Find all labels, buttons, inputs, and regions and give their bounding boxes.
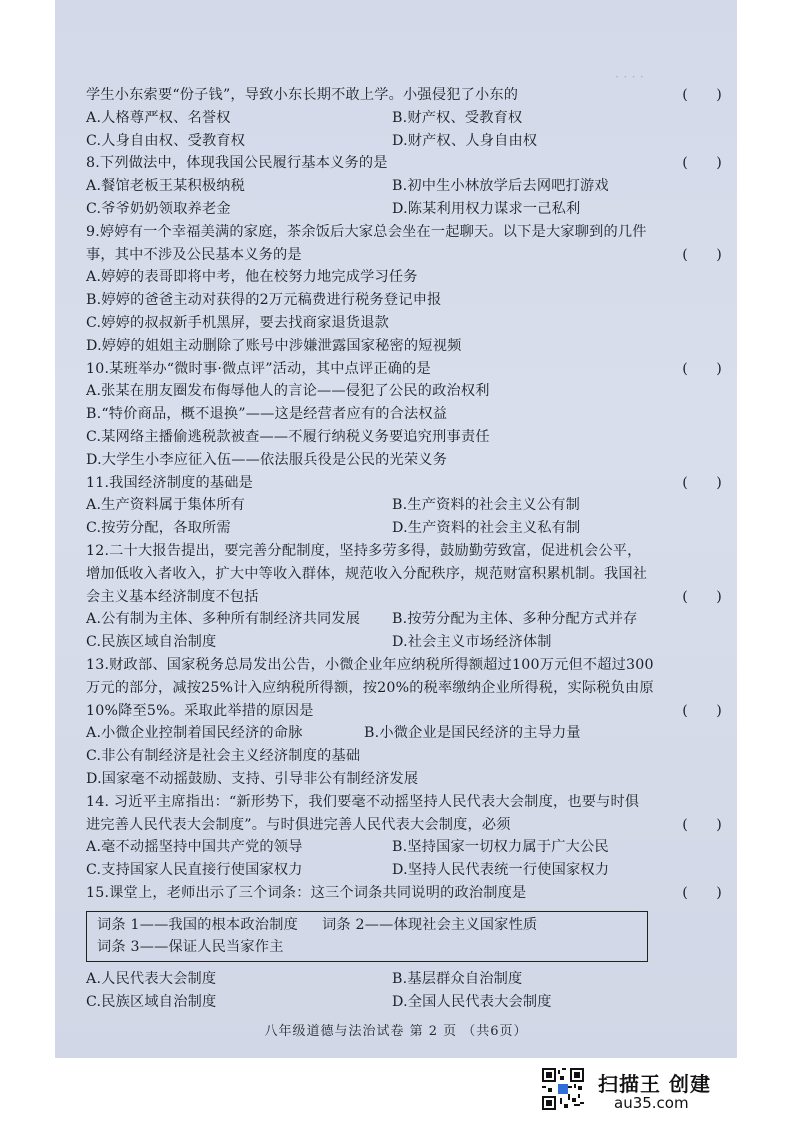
question-stem-line: 9.婷婷有一个幸福美满的家庭，茶余饭后大家总会坐在一起聊天。以下是大家聊到的几件 xyxy=(86,223,647,240)
question-block xyxy=(86,540,732,654)
answer-options xyxy=(86,836,732,882)
question-block xyxy=(86,791,732,882)
answer-options xyxy=(86,266,732,357)
brand-url: au35.com xyxy=(614,1094,689,1112)
answer-options xyxy=(86,968,732,1014)
option-item: D.国家毫不动摇鼓励、支持、引导非公有制经济发展 xyxy=(86,770,419,787)
option-item: A.人格尊严权、名誉权 xyxy=(86,109,231,126)
question-stem-line: 15.课堂上，老师出示了三个词条：这三个词条共同说明的政治制度是 xyxy=(86,884,527,901)
term-1: 词条 1——我国的根本政治制度 xyxy=(97,916,298,933)
brand-name: 扫描王 创建 xyxy=(598,1072,711,1096)
answer-options xyxy=(86,380,732,471)
question-stem-line: 13.财政部、国家税务总局发出公告，小微企业年应纳税所得额超过100万元但不超过300 xyxy=(86,656,654,673)
question-stem-line: 10.某班举办“微时事·微点评”活动，其中点评正确的是 xyxy=(86,360,431,377)
answer-parentheses: ( ) xyxy=(682,816,722,833)
option-item: D.陈某利用权力谋求一己私利 xyxy=(392,200,581,217)
option-item: A.张某在朋友圈发布侮辱他人的言论——侵犯了公民的政治权利 xyxy=(86,383,490,400)
question-block xyxy=(86,654,732,791)
option-item: A.小微企业控制着国民经济的命脉 xyxy=(86,725,303,742)
option-item: C.某网络主播偷逃税款被查——不履行纳税义务要追究刑事责任 xyxy=(86,428,490,445)
qr-code-icon xyxy=(542,1068,584,1110)
option-item: B.“特价商品，概不退换”——这是经营者应有的合法权益 xyxy=(86,406,448,423)
option-item: C.民族区域自治制度 xyxy=(86,634,217,651)
answer-parentheses: ( ) xyxy=(682,884,722,901)
page-footer: 八年级道德与法治试卷 第 2 页 （共6页） xyxy=(264,1024,528,1039)
question-block-15 xyxy=(86,882,732,1014)
option-item: B.婷婷的爸爸主动对获得的2万元稿费进行税务登记申报 xyxy=(86,292,442,309)
answer-options xyxy=(86,494,732,540)
option-item: D.社会主义市场经济体制 xyxy=(392,634,552,651)
question-stem-line: 14. 习近平主席指出：“新形势下，我们要毫不动摇坚持人民代表大会制度，也要与时俱 xyxy=(86,793,640,810)
question-stem-line: 11.我国经济制度的基础是 xyxy=(86,474,254,491)
question-stem-line: 8.下列做法中，体现我国公民履行基本义务的是 xyxy=(86,155,388,172)
answer-parentheses: ( ) xyxy=(682,87,722,103)
option-item: B.基层群众自治制度 xyxy=(392,971,523,988)
option-item: B.小微企业是国民经济的主导力量 xyxy=(364,725,581,742)
question-block xyxy=(86,472,732,540)
answer-parentheses: ( ) xyxy=(682,474,722,491)
answer-parentheses: ( ) xyxy=(682,360,722,377)
option-item: D.财产权、人身自由权 xyxy=(392,132,538,149)
question-block xyxy=(86,152,732,220)
question-stem-line: 增加低收入者收入，扩大中等收入群体，规范收入分配秩序，规范财富积累机制。我国社 xyxy=(86,565,648,582)
option-item: C.按劳分配，各取所需 xyxy=(86,520,231,537)
terms-box xyxy=(86,911,648,963)
option-item: A.毫不动摇坚持中国共产党的领导 xyxy=(86,839,303,856)
question-block xyxy=(86,221,732,358)
answer-options xyxy=(86,107,732,153)
option-item: B.生产资料的社会主义公有制 xyxy=(392,497,580,514)
option-item: B.初中生小林放学后去网吧打游戏 xyxy=(392,178,609,195)
question-stem-line: 进完善人民代表大会制度”。与时俱进完善人民代表大会制度，必须 xyxy=(86,816,511,833)
option-item: D.大学生小李应征入伍——依法服兵役是公民的光荣义务 xyxy=(86,451,448,468)
option-item: C.民族区域自治制度 xyxy=(86,994,217,1011)
question-stem-line: 10%降至5%。采取此举措的原因是 xyxy=(86,702,314,719)
option-item: B.财产权、受教育权 xyxy=(392,109,523,126)
option-item: C.爷爷奶奶领取养老金 xyxy=(86,200,231,217)
option-item: A.人民代表大会制度 xyxy=(86,971,217,988)
option-item: A.公有制为主体、多种所有制经济共同发展 xyxy=(86,611,361,628)
option-item: B.按劳分配为主体、多种分配方式并存 xyxy=(392,611,638,628)
option-item: D.全国人民代表大会制度 xyxy=(392,994,552,1011)
question-stem-line: 12.二十大报告提出，要完善分配制度，坚持多劳多得，鼓励勤劳致富，促进机会公平， xyxy=(86,542,642,559)
term-3: 词条 3——保证人民当家作主 xyxy=(97,939,284,956)
question-block xyxy=(86,358,732,472)
option-item: C.非公有制经济是社会主义经济制度的基础 xyxy=(86,748,361,765)
question-list xyxy=(86,84,732,1014)
option-item: D.生产资料的社会主义私有制 xyxy=(392,520,581,537)
answer-parentheses: ( ) xyxy=(682,246,722,263)
question-block xyxy=(86,84,732,152)
question-stem-line: 事，其中不涉及公民基本义务的是 xyxy=(86,246,302,263)
option-item: B.坚持国家一切权力属于广大公民 xyxy=(392,839,609,856)
answer-parentheses: ( ) xyxy=(682,155,722,172)
answer-options xyxy=(86,175,732,221)
question-stem-line: 学生小东索要“份子钱”，导致小东长期不敢上学。小强侵犯了小东的 xyxy=(86,87,519,103)
answer-options xyxy=(86,722,732,745)
answer-options xyxy=(86,745,732,791)
question-stem-line: 万元的部分，减按25%计入应纳税所得额，按20%的税率缴纳企业所得税，实际税负由原 xyxy=(86,679,654,696)
option-item: D.婷婷的姐姐主动删除了账号中涉嫌泄露国家秘密的短视频 xyxy=(86,337,462,354)
answer-parentheses: ( ) xyxy=(682,702,722,719)
option-item: A.餐馆老板王某积极纳税 xyxy=(86,178,246,195)
option-item: C.支持国家人民直接行使国家权力 xyxy=(86,862,303,879)
option-item: A.生产资料属于集体所有 xyxy=(86,497,246,514)
option-item: D.坚持人民代表统一行使国家权力 xyxy=(392,862,610,879)
question-stem-line: 会主义基本经济制度不包括 xyxy=(86,588,259,605)
option-item: A.婷婷的表哥即将中考，他在校努力地完成学习任务 xyxy=(86,269,418,286)
scanner-watermark xyxy=(540,1066,780,1116)
terms-row xyxy=(97,914,637,937)
option-item: C.人身自由权、受教育权 xyxy=(86,132,246,149)
answer-parentheses: ( ) xyxy=(682,588,722,605)
option-item: C.婷婷的叔叔新手机黑屏，要去找商家退货退款 xyxy=(86,314,390,331)
bleed-through-text: · · · · xyxy=(615,70,644,85)
exam-paper-scan xyxy=(55,0,737,1058)
term-2: 词条 2——体现社会主义国家性质 xyxy=(321,916,538,933)
answer-options xyxy=(86,608,732,654)
